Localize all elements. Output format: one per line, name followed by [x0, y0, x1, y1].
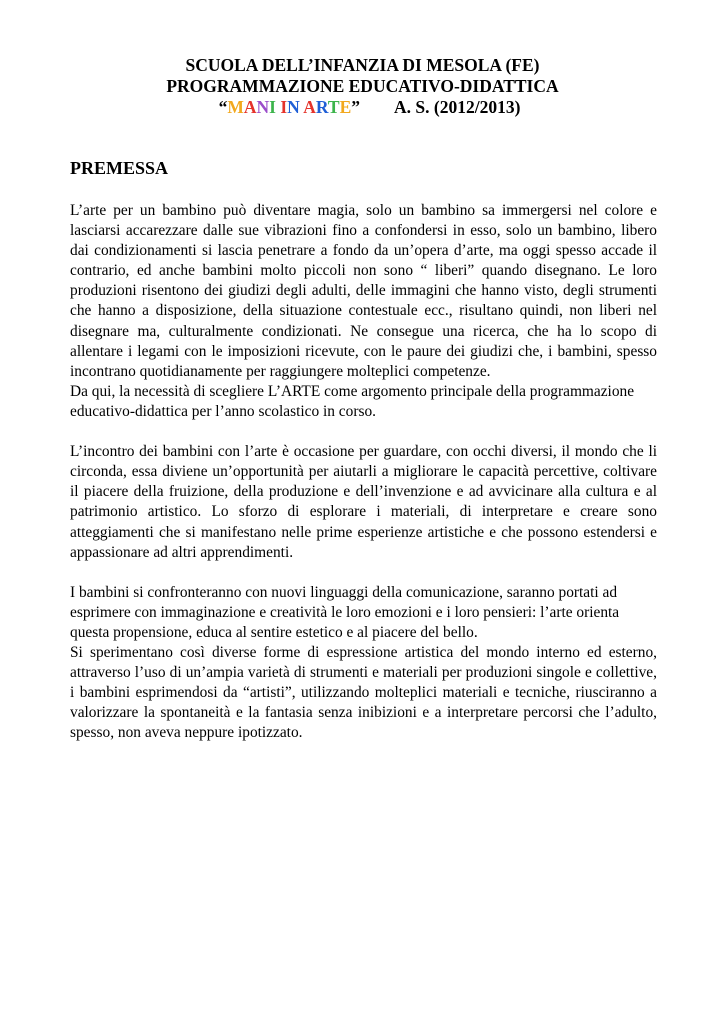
- title-letter: N: [287, 97, 300, 117]
- title-letter: I: [280, 97, 288, 117]
- title-letter: R: [315, 97, 328, 117]
- paragraph-4: I bambini si confronteranno con nuovi linguaggi della comunicazione, saranno portati ad esprimere con immaginazione e creatività le loro emozioni e i loro pensieri: l’arte orienta questa propensione, educa al sentire estetico e al piacere del bello.: [70, 583, 620, 641]
- paragraph-1: L’arte per un bambino può diventare magia, solo un bambino sa immergersi nel colore e lasciarsi accarezzare dalle sue vibrazioni fino a confondersi in esso, solo un bambino, libero dai condizionamenti si lascia penetrare a fondo da un’opera d’arte, ma oggi spesso accade il contrario, ed anche bambini molto piccoli non sono “ liberi” quando disegnano. Le loro produzioni risentono dei giudizi degli adulti, delle immagini che hanno visto, degli strumenti che hanno a disposizione, della situazione contestuale ecc., risultano quindi, non liberi nel disegnare ma, culturalmente condizionati. Ne consegue una ricerca, che ha lo scopo di allentare i legami con le imposizioni ricevute, con le paure dei giudizi che, i bambini, spesso incontrano quotidianamente per raggiungere molteplici competenze.: [70, 202, 657, 380]
- project-title-line: [0, 97, 725, 118]
- title-letter: A: [243, 97, 257, 117]
- paragraph-5: Si sperimentano così diverse forme di espressione artistica del mondo interno ed esterno, attraverso l’uso di un’ampia varietà di strumenti e materiali per produzioni singole e collettive, i bambini esprimendosi da “artisti”, utilizzando molteplici materiali e tecniche, riusciranno a valorizzare la spontaneità e la fantasia senza inibizioni e a interpretare percorsi che l’adulto, spesso, non aveva neppure ipotizzato.: [70, 644, 657, 742]
- document-header: [0, 55, 725, 118]
- open-quote: “: [218, 97, 228, 117]
- paragraph-3: L’incontro dei bambini con l’arte è occasione per guardare, con occhi diversi, il mondo che li circonda, essa diviene un’opportunità per aiutarli a migliorare le capacità percettive, coltivare il piacere della fruizione, della produzione e dell’invenzione e ad avvicinare alla cultura e al patrimonio artistico. Lo sforzo di esplorare i materiali, di interpretare e creare sono atteggiamenti che si manifestano nelle prime esperienze artistiche e che possono estendersi e appassionare ad altri apprendimenti.: [70, 443, 657, 561]
- paragraph-spacer: [70, 563, 657, 583]
- close-quote: ”: [351, 97, 361, 117]
- school-year: A. S. (2012/2013): [394, 97, 521, 117]
- paragraph-spacer: [70, 422, 657, 442]
- title-letter: I: [269, 97, 276, 117]
- title-letter: T: [327, 97, 340, 117]
- paragraph-2: Da qui, la necessità di scegliere L’ARTE come argomento principale della programmazione educativo-didattica per l’anno scolastico in corso.: [70, 382, 635, 420]
- document-body: [70, 201, 657, 744]
- title-letter: A: [303, 97, 316, 117]
- school-name: SCUOLA DELL’INFANZIA DI MESOLA (FE): [185, 55, 540, 75]
- title-letter: N: [256, 97, 270, 117]
- programme-title: PROGRAMMAZIONE EDUCATIVO-DIDATTICA: [166, 76, 559, 96]
- title-letter: M: [227, 97, 244, 117]
- section-title-premessa: PREMESSA: [70, 158, 169, 178]
- title-letter: E: [339, 97, 352, 117]
- project-title-colored: [227, 97, 351, 117]
